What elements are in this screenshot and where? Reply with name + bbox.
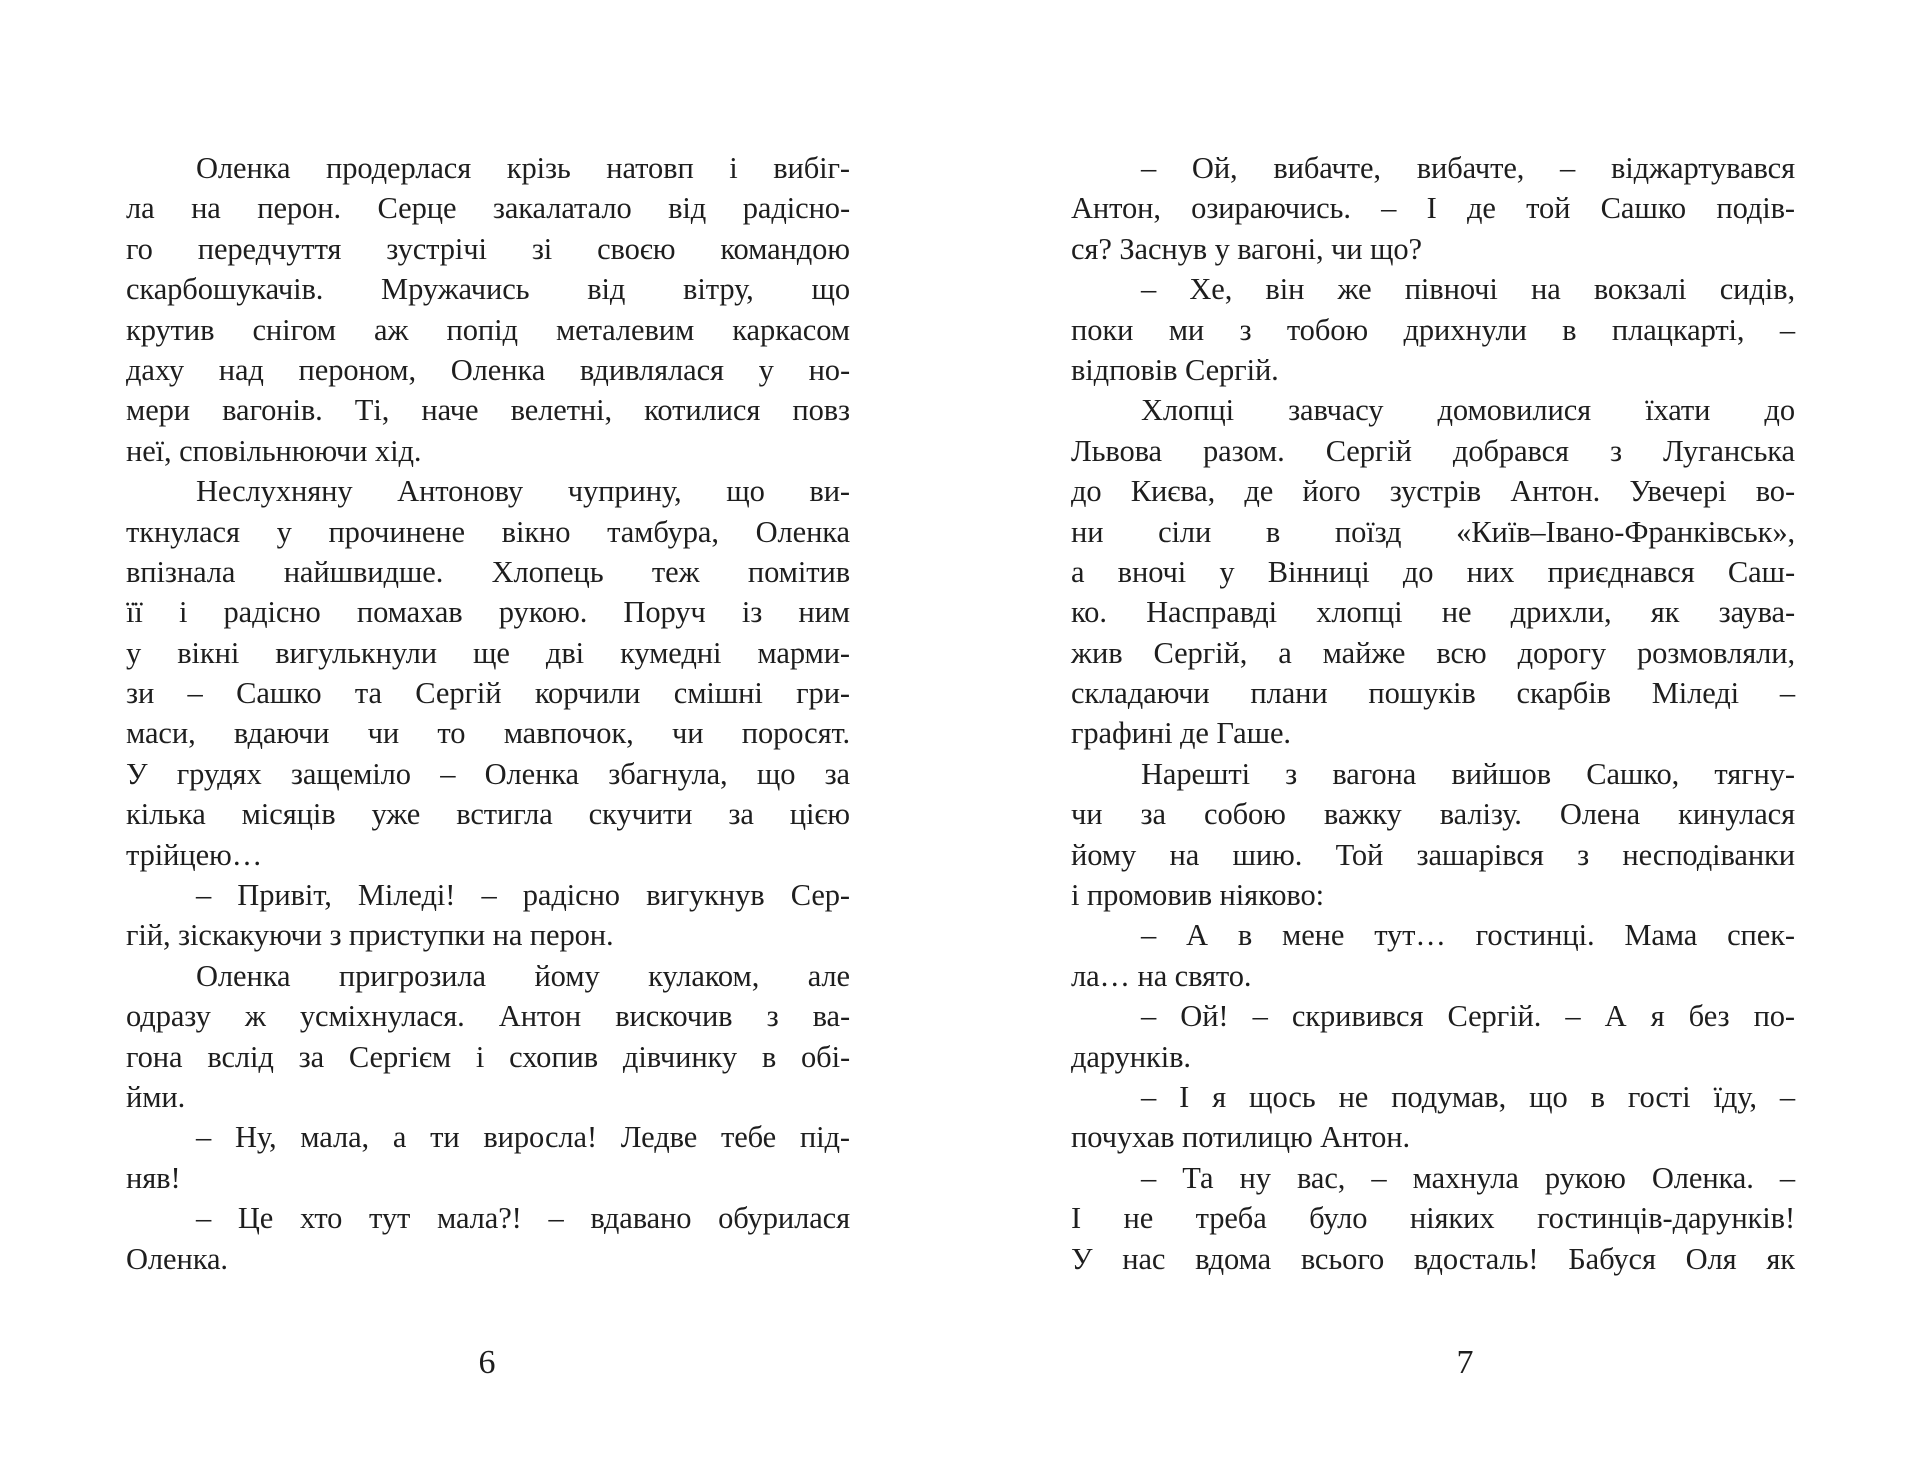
text-line: йому на шию. Той зашарівся з несподіванки bbox=[1071, 837, 1795, 872]
text-line: няв! bbox=[126, 1160, 181, 1195]
text-line: ткнулася у прочинене вікно тамбура, Оленка bbox=[126, 514, 850, 549]
text-line: Хлопці завчасу домовилися їхати до bbox=[1141, 393, 1795, 428]
text-line: і промовив ніяково: bbox=[1071, 878, 1325, 913]
text-line: – Це хто тут мала?! – вдавано обурилася bbox=[196, 1201, 850, 1236]
text-line: зи – Сашко та Сергій корчили смішні гри- bbox=[126, 676, 850, 711]
text-line: – Ну, мала, а ти виросла! Ледве тебе під- bbox=[196, 1120, 850, 1155]
text-line: складаючи плани пошуків скарбів Міледі – bbox=[1071, 676, 1795, 711]
page-number: 6 bbox=[478, 1344, 496, 1381]
text-line: Неслухняну Антонову чуприну, що ви- bbox=[196, 474, 850, 509]
text-line: впізнала найшвидше. Хлопець теж помітив bbox=[126, 554, 850, 589]
text-line: У грудях защеміло – Оленка збагнула, що за bbox=[126, 756, 850, 791]
text-line: жив Сергій, а майже всю дорогу розмовляли, bbox=[1071, 635, 1795, 670]
text-line: гій, зіскакуючи з приступки на перон. bbox=[126, 918, 614, 953]
text-line: почухав потилицю Антон. bbox=[1071, 1120, 1411, 1155]
page-number: 7 bbox=[1456, 1344, 1474, 1381]
text-line: ла… на свято. bbox=[1071, 958, 1252, 993]
text-line: у вікні вигулькнули ще дві кумедні марми- bbox=[126, 635, 850, 670]
text-column bbox=[1071, 148, 1795, 1279]
text-line: – І я щось не подумав, що в гості їду, – bbox=[1141, 1079, 1795, 1114]
text-line: Оленка пригрозила йому кулаком, але bbox=[196, 958, 850, 993]
text-line: поки ми з тобою дрихнули в плацкарті, – bbox=[1071, 312, 1795, 347]
text-line: Оленка. bbox=[126, 1241, 228, 1276]
text-line: – Ой! – скривився Сергій. – А я без по- bbox=[1141, 999, 1795, 1034]
text-line: – А в мене тут… гостинці. Мама спек- bbox=[1141, 918, 1795, 953]
text-line: маси, вдаючи чи то мавпочок, чи поросят. bbox=[126, 716, 850, 751]
text-line: до Києва, де його зустрів Антон. Увечері во- bbox=[1071, 474, 1795, 509]
text-line: а вночі у Вінниці до них приєднався Саш- bbox=[1071, 554, 1795, 589]
text-line: ла на перон. Серце закалатало від радісно- bbox=[126, 191, 850, 226]
text-line: даху над пероном, Оленка вдивлялася у но- bbox=[126, 352, 850, 387]
text-line: відповів Сергій. bbox=[1071, 352, 1279, 387]
text-line: го передчуття зустрічі зі своєю командою bbox=[126, 231, 850, 266]
text-column bbox=[126, 148, 850, 1279]
text-line: У нас вдома всього вдосталь! Бабуся Оля як bbox=[1071, 1241, 1795, 1276]
text-line: чи за собою важку валізу. Олена кинулася bbox=[1071, 797, 1795, 832]
text-line: мери вагонів. Ті, наче велетні, котилися повз bbox=[126, 393, 850, 428]
text-line: неї, сповільнюючи хід. bbox=[126, 433, 422, 468]
text-line: І не треба було ніяких гостинців-дарунків! bbox=[1071, 1201, 1795, 1236]
text-line: кілька місяців уже встигла скучити за цією bbox=[126, 797, 850, 832]
text-line: – Привіт, Міледі! – радісно вигукнув Сер- bbox=[196, 878, 850, 913]
text-line: – Ой, вибачте, вибачте, – віджартувався bbox=[1141, 151, 1795, 185]
text-line: дарунків. bbox=[1071, 1039, 1191, 1074]
text-line: скарбошукачів. Мружачись від вітру, що bbox=[126, 272, 850, 307]
text-line: її і радісно помахав рукою. Поруч із ним bbox=[126, 595, 850, 630]
text-line: графині де Гаше. bbox=[1071, 716, 1291, 751]
text-line: крутив снігом аж попід металевим каркасом bbox=[126, 312, 850, 347]
text-line: ни сіли в поїзд «Київ–Івано-Франківськ», bbox=[1071, 514, 1795, 549]
text-line: йми. bbox=[126, 1079, 186, 1114]
text-line: Оленка продерлася крізь натовп і вибіг- bbox=[196, 151, 850, 185]
text-line: ся? Заснув у вагоні, чи що? bbox=[1071, 231, 1422, 266]
text-line: – Та ну вас, – махнула рукою Оленка. – bbox=[1141, 1160, 1795, 1195]
text-line: одразу ж усміхнулася. Антон вискочив з ва- bbox=[126, 999, 850, 1034]
text-line: гона вслід за Сергієм і схопив дівчинку в обі- bbox=[126, 1039, 850, 1074]
text-line: ко. Насправді хлопці не дрихли, як заува- bbox=[1071, 595, 1795, 630]
text-line: – Хе, він же півночі на вокзалі сидів, bbox=[1141, 272, 1795, 307]
text-line: Нарешті з вагона вийшов Сашко, тягну- bbox=[1141, 756, 1795, 791]
text-line: Львова разом. Сергій добрався з Луганська bbox=[1071, 433, 1795, 468]
right-page bbox=[960, 0, 1920, 1477]
text-line: Антон, озираючись. – І де той Сашко подів- bbox=[1071, 191, 1795, 226]
text-line: трійцею… bbox=[126, 837, 263, 872]
